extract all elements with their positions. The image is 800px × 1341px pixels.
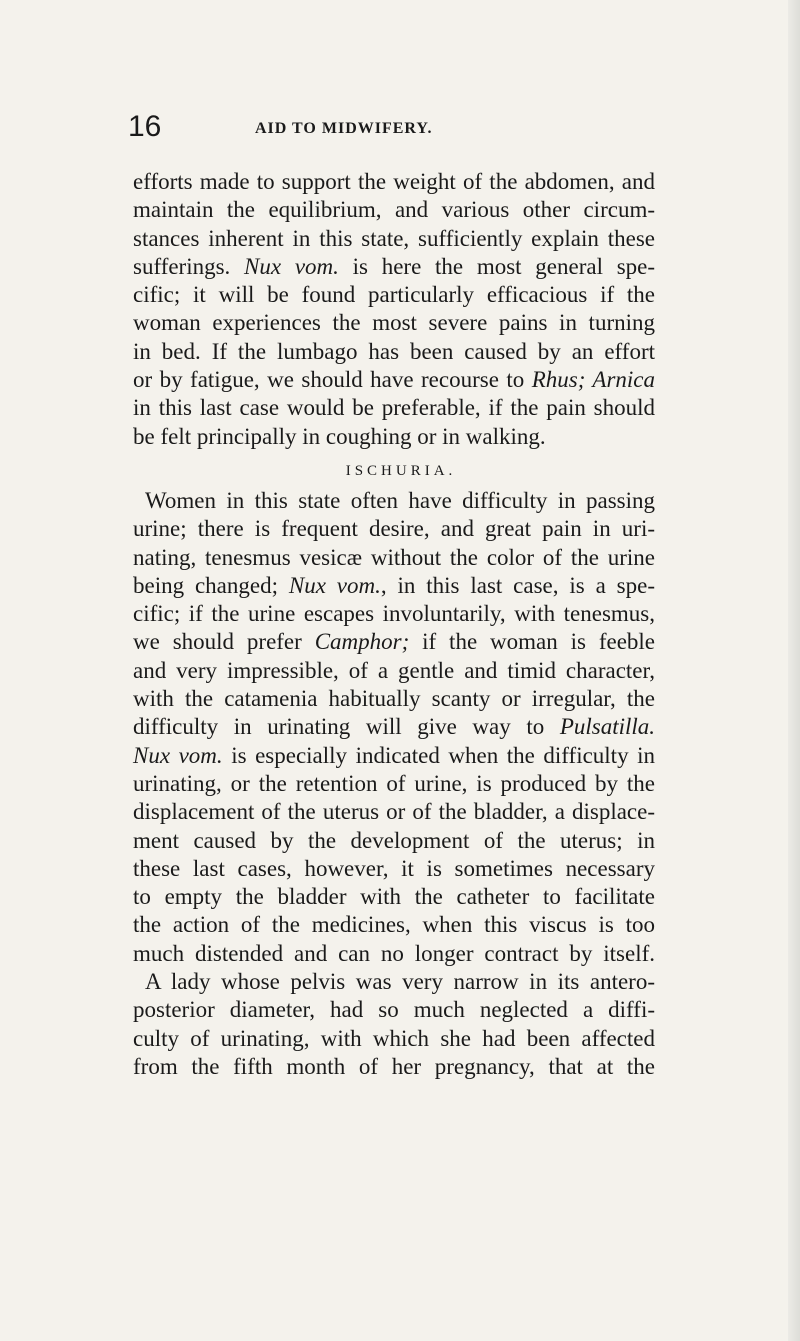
text-line: in bed. If the lumbago has been caused by an effort — [133, 338, 655, 364]
text-run: or by fatigue, we should have recourse to — [133, 367, 525, 393]
remedy-name: Rhus; Arnica — [531, 367, 655, 393]
text-run: being changed; — [133, 572, 278, 598]
text-line — [133, 572, 655, 600]
text-line — [133, 366, 655, 394]
text-line: the action of the medicines, when this viscus is too — [133, 912, 655, 938]
section-heading-text: ISCHURIA. — [345, 462, 457, 479]
text-line — [133, 628, 655, 656]
text-line — [133, 253, 655, 281]
text-line: urinating, or the retention of urine, is produced by the — [133, 770, 655, 796]
page-number: 16 — [128, 110, 162, 143]
text-line: and very impressible, of a gentle and timid character, — [133, 657, 655, 683]
text-line: cific; it will be found particularly efficacious if the — [133, 282, 655, 308]
page-header — [0, 112, 800, 142]
text-line — [133, 742, 655, 770]
section-heading — [133, 451, 655, 487]
text-line: to empty the bladder with the catheter to facilitate — [133, 884, 655, 910]
text-line: from the fifth month of her pregnancy, that at the — [133, 1053, 655, 1079]
text-run: sufferings. — [133, 253, 231, 279]
text-line: with the catamenia habitually scanty or irregular, the — [133, 686, 655, 712]
text-run: difficulty in urinating will give way to — [133, 714, 545, 740]
text-line: maintain the equilibrium, and various other circum- — [133, 197, 655, 223]
text-line: woman experiences the most severe pains in turning — [133, 310, 655, 336]
text-run: is especially indicated when the difficulty in — [231, 742, 655, 768]
remedy-name: Camphor; — [314, 629, 410, 655]
page-edge — [788, 0, 800, 1341]
text-line: efforts made to support the weight of the abdomen, and — [133, 169, 655, 194]
text-run: , in this last case, is a spe- — [380, 572, 655, 598]
text-run: if the woman is feeble — [422, 629, 655, 655]
text-line: urine; there is frequent desire, and great pain in uri- — [133, 516, 655, 542]
text-line: culty of urinating, with which she had been affected — [133, 1025, 655, 1051]
text-line: displacement of the uterus or of the bladder, a displace- — [133, 799, 655, 825]
text-line: posterior diameter, had so much neglected a diffi- — [133, 997, 655, 1023]
remedy-name: Nux vom. — [288, 572, 381, 598]
text-line: stances inherent in this state, sufficiently explain these — [133, 225, 655, 251]
running-head: AID TO MIDWIFERY. — [255, 120, 433, 137]
body-text — [133, 168, 655, 1081]
remedy-name: Pulsatilla. — [559, 714, 656, 740]
text-line: much distended and can no longer contract by itself. — [133, 940, 655, 966]
text-line: Women in this state often have difficulty in passing — [145, 487, 655, 513]
text-line: these last cases, however, it is sometimes necessary — [133, 855, 655, 881]
text-line: A lady whose pelvis was very narrow in its antero- — [145, 969, 655, 995]
text-line: in this last case would be preferable, if the pain should — [133, 395, 655, 421]
text-line — [133, 713, 655, 741]
text-line: nating, tenesmus vesicæ without the color of the urine — [133, 544, 655, 570]
text-line: cific; if the urine escapes involuntarily, with tenesmus, — [133, 601, 655, 627]
remedy-name: Nux vom. — [244, 253, 339, 279]
text-line: be felt principally in coughing or in walking. — [133, 423, 546, 449]
remedy-name: Nux vom. — [133, 742, 223, 768]
text-run: we should prefer — [133, 629, 302, 655]
text-run: is here the most general spe- — [352, 253, 656, 279]
text-line: ment caused by the development of the uterus; in — [133, 827, 655, 853]
